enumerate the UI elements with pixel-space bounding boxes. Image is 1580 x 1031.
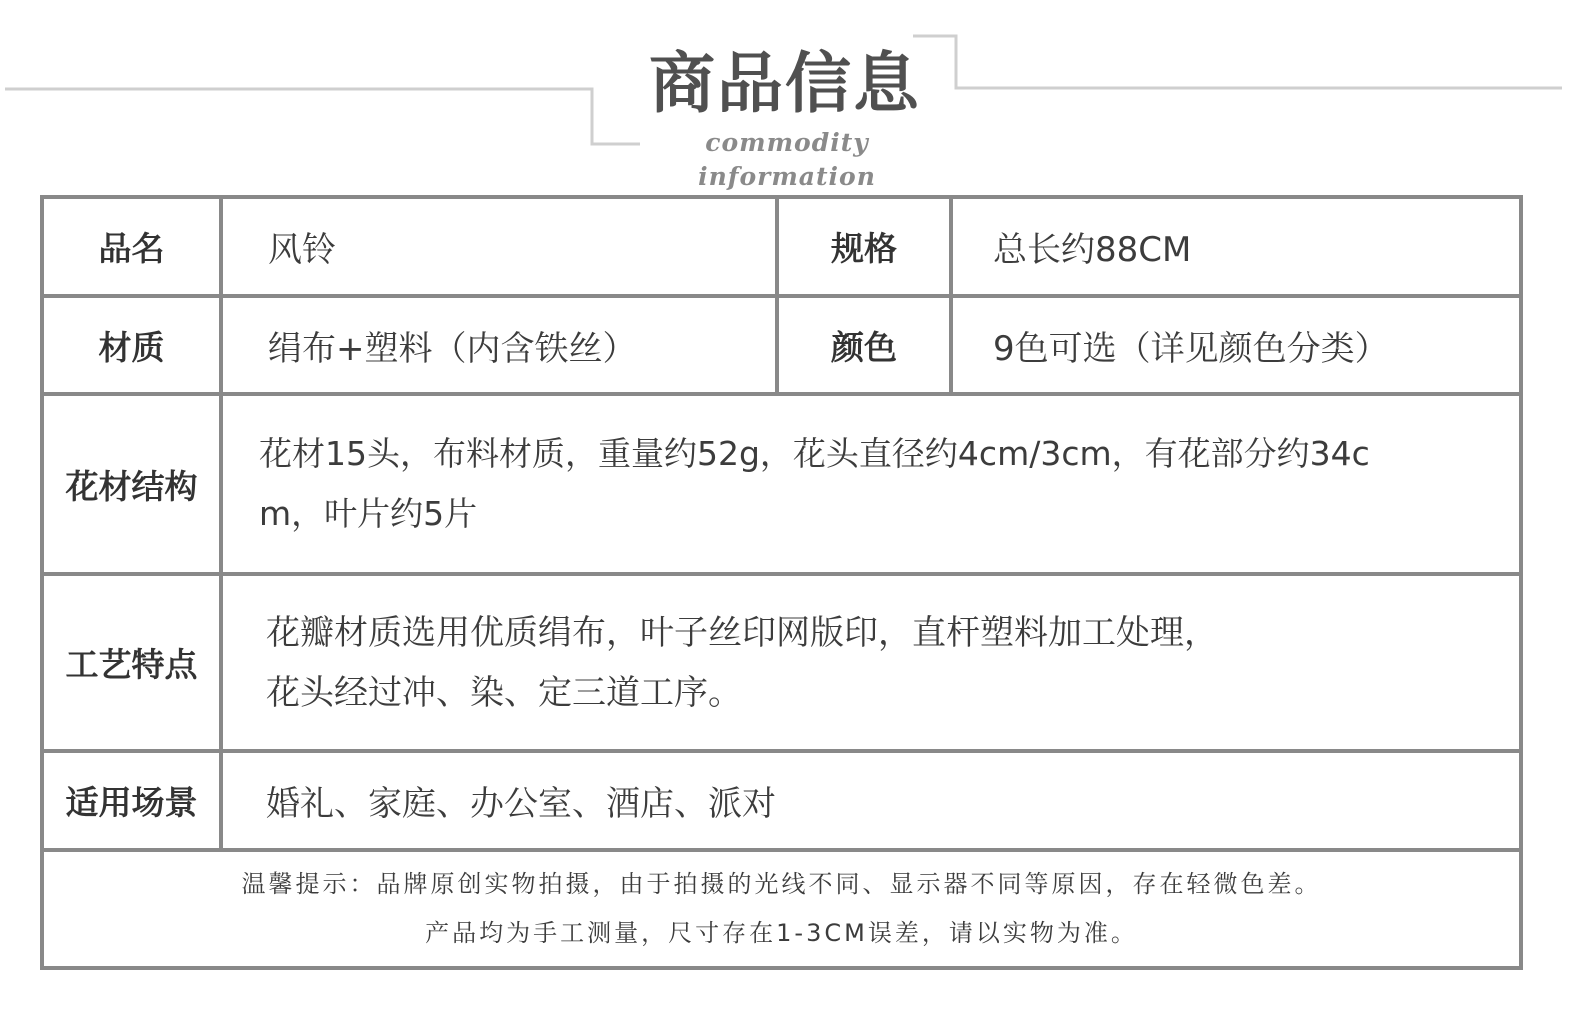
craft-label: 工艺特点 bbox=[44, 576, 223, 749]
structure-label: 花材结构 bbox=[44, 396, 223, 572]
scene-label: 适用场景 bbox=[44, 753, 223, 848]
product-info-table bbox=[40, 195, 1523, 970]
name-value: 风铃 bbox=[223, 199, 779, 294]
table-row-craft bbox=[44, 576, 1519, 753]
name-label: 品名 bbox=[44, 199, 223, 294]
heading-left-line bbox=[5, 89, 640, 144]
structure-line-1: 花材15头，布料材质，重量约52g，花头直径约4cm/3cm，有花部分约34c bbox=[259, 434, 1370, 473]
structure-value bbox=[223, 396, 1519, 572]
table-row-name bbox=[44, 199, 1519, 298]
material-label: 材质 bbox=[44, 298, 223, 392]
page-subtitle: commodity information bbox=[698, 128, 876, 191]
structure-line-2: m，叶片约5片 bbox=[259, 494, 478, 533]
heading-right-line bbox=[913, 36, 1562, 88]
craft-line-2: 花头经过冲、染、定三道工序。 bbox=[266, 672, 742, 713]
size-value: 总长约88CM bbox=[993, 230, 1192, 270]
table-row-structure bbox=[44, 396, 1519, 576]
color-value: 9色可选（详见颜色分类） bbox=[993, 328, 1389, 369]
material-value: 绢布+塑料（内含铁丝） bbox=[223, 298, 779, 392]
table-row-scene bbox=[44, 753, 1519, 852]
notice-line-2: 产品均为手工测量，尺寸存在1-3CM误差，请以实物为准。 bbox=[425, 919, 1138, 947]
size-label: 规格 bbox=[779, 199, 953, 294]
craft-line-1: 花瓣材质选用优质绢布，叶子丝印网版印，直杆塑料加工处理， bbox=[266, 612, 1218, 653]
notice-box bbox=[44, 852, 1519, 966]
craft-value bbox=[223, 576, 1519, 749]
page-title: 商品信息 bbox=[649, 45, 921, 122]
scene-value: 婚礼、家庭、办公室、酒店、派对 bbox=[266, 784, 776, 824]
color-label: 颜色 bbox=[779, 298, 953, 392]
section-heading bbox=[0, 0, 1580, 191]
table-row-material bbox=[44, 298, 1519, 396]
notice-line-1: 温馨提示：品牌原创实物拍摄，由于拍摄的光线不同、显示器不同等原因，存在轻微色差。 bbox=[241, 870, 1322, 898]
